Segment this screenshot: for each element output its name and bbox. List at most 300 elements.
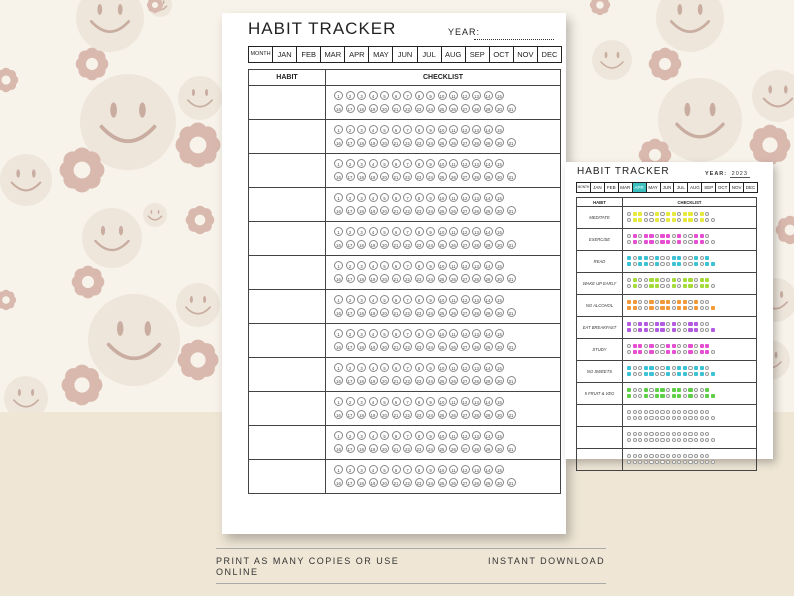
day-circle[interactable]: 19 <box>369 376 378 385</box>
month-nov[interactable]: NOV <box>514 47 538 62</box>
day-circle[interactable]: 2 <box>346 465 355 474</box>
day-circle[interactable]: 10 <box>438 397 447 406</box>
day-circle[interactable]: 1 <box>334 125 343 134</box>
example-month-may[interactable]: MAY <box>647 183 661 192</box>
example-month-sep[interactable]: SEP <box>702 183 716 192</box>
month-apr[interactable]: APR <box>345 47 369 62</box>
day-circle[interactable]: 9 <box>426 295 435 304</box>
day-circle[interactable]: 24 <box>426 138 435 147</box>
day-circle[interactable]: 10 <box>438 363 447 372</box>
day-circle[interactable]: 16 <box>334 172 343 181</box>
day-circle[interactable]: 14 <box>484 295 493 304</box>
month-mar[interactable]: MAR <box>321 47 345 62</box>
day-circle[interactable]: 13 <box>472 193 481 202</box>
day-circle[interactable]: 28 <box>472 172 481 181</box>
habit-name-cell[interactable] <box>249 392 326 426</box>
day-circle[interactable]: 22 <box>403 376 412 385</box>
day-circle[interactable]: 17 <box>346 274 355 283</box>
day-circle[interactable]: 15 <box>495 431 504 440</box>
habit-name-cell[interactable] <box>249 256 326 290</box>
day-circle[interactable]: 24 <box>426 444 435 453</box>
day-circle[interactable]: 14 <box>484 363 493 372</box>
example-month-jul[interactable]: JUL <box>674 183 688 192</box>
habit-name-cell[interactable] <box>249 222 326 256</box>
day-circle[interactable]: 9 <box>426 91 435 100</box>
day-circle[interactable]: 17 <box>346 172 355 181</box>
day-circle[interactable]: 24 <box>426 240 435 249</box>
day-circle[interactable]: 29 <box>484 410 493 419</box>
day-circle[interactable]: 30 <box>495 274 504 283</box>
day-circle[interactable]: 14 <box>484 159 493 168</box>
day-circle[interactable]: 7 <box>403 91 412 100</box>
day-circle[interactable]: 6 <box>392 91 401 100</box>
day-circle[interactable]: 1 <box>334 91 343 100</box>
day-circle[interactable]: 5 <box>380 91 389 100</box>
day-circle[interactable]: 10 <box>438 295 447 304</box>
day-circle[interactable]: 12 <box>461 397 470 406</box>
day-circle[interactable]: 24 <box>426 410 435 419</box>
day-circle[interactable]: 20 <box>380 138 389 147</box>
day-circle[interactable]: 12 <box>461 227 470 236</box>
day-circle[interactable]: 15 <box>495 227 504 236</box>
day-circle[interactable]: 9 <box>426 363 435 372</box>
day-circle[interactable]: 18 <box>357 376 366 385</box>
day-circle[interactable]: 12 <box>461 363 470 372</box>
day-circle[interactable]: 1 <box>334 465 343 474</box>
day-circle[interactable]: 3 <box>357 227 366 236</box>
day-circle[interactable]: 14 <box>484 193 493 202</box>
day-circle[interactable]: 11 <box>449 329 458 338</box>
day-circle[interactable]: 6 <box>392 465 401 474</box>
day-circle[interactable]: 22 <box>403 308 412 317</box>
day-circle[interactable]: 4 <box>369 261 378 270</box>
day-circle[interactable]: 3 <box>357 125 366 134</box>
day-circle[interactable]: 29 <box>484 342 493 351</box>
day-circle[interactable]: 15 <box>495 465 504 474</box>
day-circle[interactable]: 5 <box>380 329 389 338</box>
day-circle[interactable]: 2 <box>346 295 355 304</box>
month-feb[interactable]: FEB <box>297 47 321 62</box>
day-circle[interactable]: 9 <box>426 329 435 338</box>
month-jul[interactable]: JUL <box>418 47 442 62</box>
day-circle[interactable]: 12 <box>461 159 470 168</box>
day-circle[interactable]: 25 <box>438 376 447 385</box>
day-circle[interactable]: 22 <box>403 342 412 351</box>
day-circle[interactable]: 18 <box>357 444 366 453</box>
day-circle[interactable]: 12 <box>461 261 470 270</box>
day-circle[interactable]: 10 <box>438 125 447 134</box>
day-circle[interactable]: 28 <box>472 274 481 283</box>
day-circle[interactable]: 18 <box>357 206 366 215</box>
day-circle[interactable]: 30 <box>495 478 504 487</box>
day-circle[interactable]: 21 <box>392 240 401 249</box>
day-circle[interactable]: 10 <box>438 261 447 270</box>
day-circle[interactable]: 28 <box>472 206 481 215</box>
day-circle[interactable]: 11 <box>449 295 458 304</box>
day-circle[interactable]: 11 <box>449 431 458 440</box>
day-circle[interactable]: 25 <box>438 172 447 181</box>
day-circle[interactable]: 27 <box>461 240 470 249</box>
example-month-oct[interactable]: OCT <box>716 183 730 192</box>
day-circle[interactable]: 20 <box>380 172 389 181</box>
day-circle[interactable]: 22 <box>403 240 412 249</box>
day-circle[interactable]: 16 <box>334 240 343 249</box>
day-circle[interactable]: 20 <box>380 206 389 215</box>
day-circle[interactable]: 24 <box>426 274 435 283</box>
day-circle[interactable]: 9 <box>426 159 435 168</box>
day-circle[interactable]: 3 <box>357 431 366 440</box>
day-circle[interactable]: 2 <box>346 159 355 168</box>
day-circle[interactable]: 7 <box>403 125 412 134</box>
example-month-apr[interactable]: APR <box>633 183 647 192</box>
day-circle[interactable]: 6 <box>392 193 401 202</box>
example-month-jun[interactable]: JUN <box>661 183 675 192</box>
day-circle[interactable]: 16 <box>334 274 343 283</box>
day-circle[interactable]: 20 <box>380 342 389 351</box>
day-circle[interactable]: 19 <box>369 308 378 317</box>
day-circle[interactable]: 20 <box>380 444 389 453</box>
day-circle[interactable]: 5 <box>380 125 389 134</box>
day-circle[interactable]: 12 <box>461 91 470 100</box>
day-circle[interactable]: 28 <box>472 240 481 249</box>
day-circle[interactable]: 29 <box>484 478 493 487</box>
day-circle[interactable]: 8 <box>415 363 424 372</box>
day-circle[interactable]: 3 <box>357 91 366 100</box>
day-circle[interactable]: 27 <box>461 138 470 147</box>
day-circle[interactable]: 30 <box>495 410 504 419</box>
day-circle[interactable]: 14 <box>484 397 493 406</box>
day-circle[interactable]: 21 <box>392 138 401 147</box>
day-circle[interactable]: 21 <box>392 274 401 283</box>
day-circle[interactable]: 8 <box>415 431 424 440</box>
day-circle[interactable]: 23 <box>415 206 424 215</box>
day-circle[interactable]: 28 <box>472 444 481 453</box>
day-circle[interactable]: 6 <box>392 329 401 338</box>
day-circle[interactable]: 21 <box>392 206 401 215</box>
day-circle[interactable]: 12 <box>461 465 470 474</box>
day-circle[interactable]: 30 <box>495 172 504 181</box>
day-circle[interactable]: 13 <box>472 295 481 304</box>
day-circle[interactable]: 19 <box>369 172 378 181</box>
day-circle[interactable]: 26 <box>449 138 458 147</box>
day-circle[interactable]: 18 <box>357 342 366 351</box>
day-circle[interactable]: 19 <box>369 342 378 351</box>
habit-name-cell[interactable] <box>249 290 326 324</box>
day-circle[interactable]: 23 <box>415 308 424 317</box>
day-circle[interactable]: 27 <box>461 444 470 453</box>
day-circle[interactable]: 31 <box>507 104 516 113</box>
day-circle[interactable]: 7 <box>403 431 412 440</box>
day-circle[interactable]: 6 <box>392 397 401 406</box>
day-circle[interactable]: 8 <box>415 125 424 134</box>
example-month-mar[interactable]: MAR <box>619 183 633 192</box>
day-circle[interactable]: 3 <box>357 261 366 270</box>
day-circle[interactable]: 8 <box>415 227 424 236</box>
day-circle[interactable]: 31 <box>507 172 516 181</box>
day-circle[interactable]: 9 <box>426 125 435 134</box>
month-aug[interactable]: AUG <box>442 47 466 62</box>
day-circle[interactable]: 30 <box>495 308 504 317</box>
day-circle[interactable]: 26 <box>449 172 458 181</box>
day-circle[interactable]: 31 <box>507 410 516 419</box>
day-circle[interactable]: 29 <box>484 308 493 317</box>
day-circle[interactable]: 21 <box>392 172 401 181</box>
day-circle[interactable]: 2 <box>346 431 355 440</box>
day-circle[interactable]: 5 <box>380 261 389 270</box>
day-circle[interactable]: 26 <box>449 308 458 317</box>
day-circle[interactable]: 14 <box>484 261 493 270</box>
day-circle[interactable]: 13 <box>472 329 481 338</box>
day-circle[interactable]: 8 <box>415 397 424 406</box>
day-circle[interactable]: 3 <box>357 193 366 202</box>
day-circle[interactable]: 29 <box>484 376 493 385</box>
day-circle[interactable]: 26 <box>449 444 458 453</box>
day-circle[interactable]: 7 <box>403 397 412 406</box>
day-circle[interactable]: 21 <box>392 478 401 487</box>
day-circle[interactable]: 4 <box>369 465 378 474</box>
day-circle[interactable]: 5 <box>380 431 389 440</box>
day-circle[interactable]: 25 <box>438 104 447 113</box>
day-circle[interactable]: 1 <box>334 431 343 440</box>
habit-name-cell[interactable] <box>249 460 326 494</box>
day-circle[interactable]: 23 <box>415 172 424 181</box>
day-circle[interactable]: 27 <box>461 308 470 317</box>
day-circle[interactable]: 20 <box>380 410 389 419</box>
day-circle[interactable]: 28 <box>472 376 481 385</box>
day-circle[interactable]: 27 <box>461 410 470 419</box>
day-circle[interactable]: 5 <box>380 227 389 236</box>
day-circle[interactable]: 15 <box>495 91 504 100</box>
day-circle[interactable]: 2 <box>346 227 355 236</box>
day-circle[interactable]: 13 <box>472 91 481 100</box>
day-circle[interactable]: 25 <box>438 342 447 351</box>
day-circle[interactable]: 31 <box>507 376 516 385</box>
day-circle[interactable]: 1 <box>334 261 343 270</box>
day-circle[interactable]: 17 <box>346 410 355 419</box>
day-circle[interactable]: 11 <box>449 465 458 474</box>
day-circle[interactable]: 5 <box>380 193 389 202</box>
day-circle[interactable]: 20 <box>380 240 389 249</box>
day-circle[interactable]: 4 <box>369 363 378 372</box>
day-circle[interactable]: 7 <box>403 227 412 236</box>
day-circle[interactable]: 23 <box>415 376 424 385</box>
day-circle[interactable]: 22 <box>403 410 412 419</box>
day-circle[interactable]: 6 <box>392 431 401 440</box>
day-circle[interactable]: 17 <box>346 444 355 453</box>
day-circle[interactable]: 15 <box>495 363 504 372</box>
day-circle[interactable]: 19 <box>369 138 378 147</box>
day-circle[interactable]: 4 <box>369 159 378 168</box>
day-circle[interactable]: 16 <box>334 138 343 147</box>
month-jun[interactable]: JUN <box>393 47 417 62</box>
day-circle[interactable]: 8 <box>415 295 424 304</box>
day-circle[interactable]: 31 <box>507 240 516 249</box>
habit-name-cell[interactable] <box>249 154 326 188</box>
month-jan[interactable]: JAN <box>273 47 297 62</box>
day-circle[interactable]: 28 <box>472 478 481 487</box>
day-circle[interactable]: 26 <box>449 478 458 487</box>
day-circle[interactable]: 21 <box>392 376 401 385</box>
day-circle[interactable]: 7 <box>403 465 412 474</box>
day-circle[interactable]: 21 <box>392 444 401 453</box>
day-circle[interactable]: 26 <box>449 376 458 385</box>
day-circle[interactable]: 14 <box>484 431 493 440</box>
habit-name-cell[interactable] <box>249 120 326 154</box>
day-circle[interactable]: 27 <box>461 274 470 283</box>
day-circle[interactable]: 19 <box>369 478 378 487</box>
day-circle[interactable]: 15 <box>495 159 504 168</box>
day-circle[interactable]: 4 <box>369 329 378 338</box>
day-circle[interactable]: 10 <box>438 465 447 474</box>
day-circle[interactable]: 10 <box>438 91 447 100</box>
day-circle[interactable]: 5 <box>380 465 389 474</box>
day-circle[interactable]: 17 <box>346 342 355 351</box>
day-circle[interactable]: 7 <box>403 261 412 270</box>
day-circle[interactable]: 3 <box>357 363 366 372</box>
day-circle[interactable]: 18 <box>357 274 366 283</box>
day-circle[interactable]: 25 <box>438 240 447 249</box>
day-circle[interactable]: 12 <box>461 431 470 440</box>
day-circle[interactable]: 4 <box>369 431 378 440</box>
day-circle[interactable]: 17 <box>346 478 355 487</box>
day-circle[interactable]: 22 <box>403 104 412 113</box>
day-circle[interactable]: 28 <box>472 308 481 317</box>
day-circle[interactable]: 24 <box>426 104 435 113</box>
day-circle[interactable]: 31 <box>507 274 516 283</box>
day-circle[interactable]: 19 <box>369 104 378 113</box>
day-circle[interactable]: 19 <box>369 240 378 249</box>
day-circle[interactable]: 29 <box>484 104 493 113</box>
day-circle[interactable]: 24 <box>426 342 435 351</box>
day-circle[interactable]: 27 <box>461 478 470 487</box>
day-circle[interactable]: 15 <box>495 261 504 270</box>
day-circle[interactable]: 10 <box>438 227 447 236</box>
day-circle[interactable]: 26 <box>449 206 458 215</box>
day-circle[interactable]: 23 <box>415 410 424 419</box>
day-circle[interactable]: 17 <box>346 138 355 147</box>
day-circle[interactable]: 19 <box>369 206 378 215</box>
day-circle[interactable]: 1 <box>334 227 343 236</box>
day-circle[interactable]: 9 <box>426 261 435 270</box>
day-circle[interactable]: 27 <box>461 104 470 113</box>
day-circle[interactable]: 29 <box>484 444 493 453</box>
day-circle[interactable]: 5 <box>380 397 389 406</box>
day-circle[interactable]: 25 <box>438 274 447 283</box>
day-circle[interactable]: 30 <box>495 240 504 249</box>
day-circle[interactable]: 25 <box>438 444 447 453</box>
day-circle[interactable]: 13 <box>472 125 481 134</box>
day-circle[interactable]: 29 <box>484 172 493 181</box>
day-circle[interactable]: 25 <box>438 410 447 419</box>
day-circle[interactable]: 20 <box>380 478 389 487</box>
day-circle[interactable]: 26 <box>449 274 458 283</box>
day-circle[interactable]: 20 <box>380 308 389 317</box>
day-circle[interactable]: 31 <box>507 342 516 351</box>
day-circle[interactable]: 9 <box>426 465 435 474</box>
day-circle[interactable]: 15 <box>495 193 504 202</box>
day-circle[interactable]: 12 <box>461 125 470 134</box>
day-circle[interactable]: 23 <box>415 104 424 113</box>
day-circle[interactable]: 11 <box>449 261 458 270</box>
day-circle[interactable]: 17 <box>346 240 355 249</box>
day-circle[interactable]: 23 <box>415 138 424 147</box>
day-circle[interactable]: 25 <box>438 308 447 317</box>
day-circle[interactable]: 9 <box>426 431 435 440</box>
day-circle[interactable]: 7 <box>403 363 412 372</box>
day-circle[interactable]: 8 <box>415 91 424 100</box>
day-circle[interactable]: 21 <box>392 342 401 351</box>
day-circle[interactable]: 29 <box>484 240 493 249</box>
day-circle[interactable]: 11 <box>449 91 458 100</box>
day-circle[interactable]: 21 <box>392 308 401 317</box>
day-circle[interactable]: 11 <box>449 159 458 168</box>
day-circle[interactable]: 15 <box>495 295 504 304</box>
day-circle[interactable]: 24 <box>426 172 435 181</box>
day-circle[interactable]: 6 <box>392 125 401 134</box>
day-circle[interactable]: 28 <box>472 342 481 351</box>
day-circle[interactable]: 2 <box>346 363 355 372</box>
day-circle[interactable]: 2 <box>346 125 355 134</box>
day-circle[interactable]: 2 <box>346 329 355 338</box>
day-circle[interactable]: 18 <box>357 308 366 317</box>
day-circle[interactable]: 22 <box>403 206 412 215</box>
day-circle[interactable]: 25 <box>438 138 447 147</box>
day-circle[interactable]: 4 <box>369 125 378 134</box>
day-circle[interactable]: 16 <box>334 444 343 453</box>
habit-name-cell[interactable] <box>249 86 326 120</box>
day-circle[interactable]: 4 <box>369 397 378 406</box>
day-circle[interactable]: 15 <box>495 397 504 406</box>
example-month-dec[interactable]: DEC <box>745 185 756 190</box>
day-circle[interactable]: 11 <box>449 227 458 236</box>
day-circle[interactable]: 14 <box>484 125 493 134</box>
day-circle[interactable]: 28 <box>472 104 481 113</box>
day-circle[interactable]: 11 <box>449 193 458 202</box>
day-circle[interactable]: 23 <box>415 342 424 351</box>
day-circle[interactable]: 16 <box>334 206 343 215</box>
example-month-nov[interactable]: NOV <box>730 183 744 192</box>
day-circle[interactable]: 21 <box>392 104 401 113</box>
day-circle[interactable]: 12 <box>461 295 470 304</box>
day-circle[interactable]: 31 <box>507 138 516 147</box>
day-circle[interactable]: 2 <box>346 397 355 406</box>
day-circle[interactable]: 23 <box>415 478 424 487</box>
day-circle[interactable]: 16 <box>334 410 343 419</box>
day-circle[interactable]: 13 <box>472 431 481 440</box>
day-circle[interactable]: 1 <box>334 295 343 304</box>
day-circle[interactable]: 13 <box>472 397 481 406</box>
day-circle[interactable]: 8 <box>415 193 424 202</box>
day-circle[interactable]: 2 <box>346 193 355 202</box>
day-circle[interactable]: 10 <box>438 193 447 202</box>
day-circle[interactable]: 27 <box>461 206 470 215</box>
day-circle[interactable]: 20 <box>380 104 389 113</box>
day-circle[interactable]: 17 <box>346 376 355 385</box>
day-circle[interactable]: 8 <box>415 159 424 168</box>
example-month-aug[interactable]: AUG <box>688 183 702 192</box>
day-circle[interactable]: 27 <box>461 376 470 385</box>
day-circle[interactable]: 18 <box>357 410 366 419</box>
day-circle[interactable]: 14 <box>484 91 493 100</box>
day-circle[interactable]: 19 <box>369 274 378 283</box>
day-circle[interactable]: 30 <box>495 138 504 147</box>
day-circle[interactable]: 13 <box>472 159 481 168</box>
day-circle[interactable]: 7 <box>403 159 412 168</box>
day-circle[interactable]: 29 <box>484 206 493 215</box>
day-circle[interactable]: 18 <box>357 138 366 147</box>
day-circle[interactable]: 4 <box>369 227 378 236</box>
day-circle[interactable]: 23 <box>415 444 424 453</box>
